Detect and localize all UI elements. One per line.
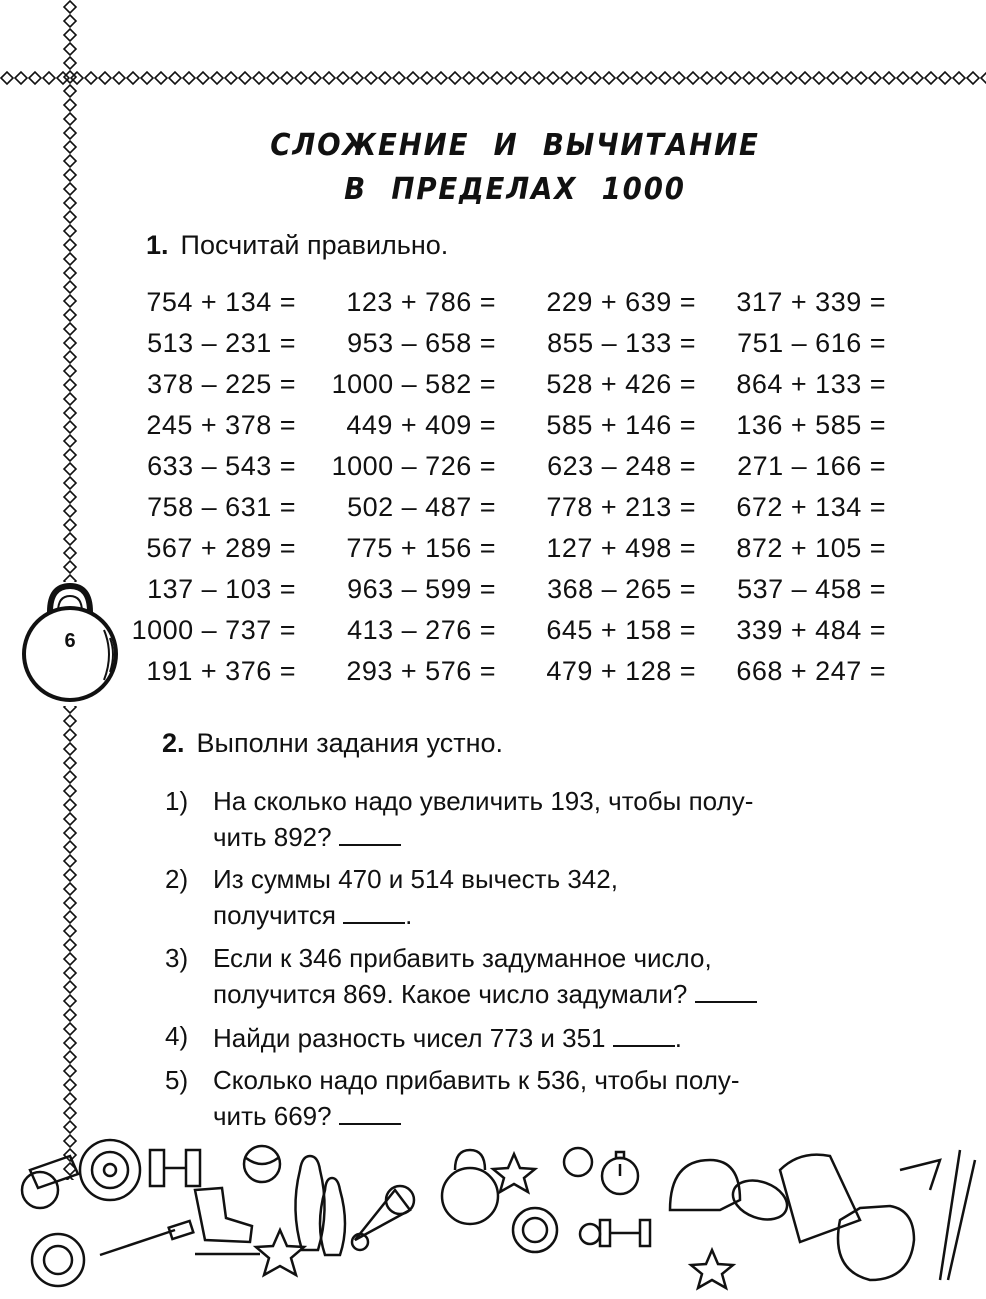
ball-icon <box>244 1146 280 1182</box>
rope-icon <box>32 1221 193 1286</box>
task1-text: Посчитай правильно. <box>180 230 449 260</box>
task2-text: Выполни задания устно. <box>196 728 504 758</box>
answer-blank[interactable] <box>339 1097 401 1125</box>
flipper-icon <box>780 1155 860 1242</box>
exercise-item: 123 + 786 = <box>346 287 496 317</box>
bowling-icon <box>295 1156 345 1255</box>
question-number: 4) <box>165 1021 189 1051</box>
answer-blank[interactable] <box>339 818 401 846</box>
question-number: 5) <box>165 1065 189 1095</box>
star-icon <box>256 1230 304 1275</box>
exercise-item: 623 – 248 = <box>547 451 696 481</box>
question-number: 3) <box>165 943 189 973</box>
exercise-item: 751 – 616 = <box>737 328 886 358</box>
star-icon <box>493 1154 535 1192</box>
question-item <box>165 1019 905 1055</box>
exercise-item: 758 – 631 = <box>147 492 296 522</box>
exercise-item: 672 + 134 = <box>736 492 886 522</box>
question-number: 1) <box>165 786 189 816</box>
exercise-item: 502 – 487 = <box>347 492 496 522</box>
exercise-item: 775 + 156 = <box>346 533 496 563</box>
exercise-item: 513 – 231 = <box>147 328 296 358</box>
whistle-icon <box>22 1156 78 1208</box>
exercise-item: 479 + 128 = <box>546 656 696 686</box>
helmet-icon <box>670 1160 740 1210</box>
star-icon <box>691 1250 733 1288</box>
question-item <box>165 941 905 1011</box>
exercise-item: 645 + 158 = <box>546 615 696 645</box>
exercise-item: 271 – 166 = <box>737 451 886 481</box>
exercise-item: 864 + 133 = <box>736 369 886 399</box>
exercise-item: 245 + 378 = <box>146 410 296 440</box>
question-line: Если к 346 прибавить задуманное число, <box>213 943 712 973</box>
task2-heading <box>162 728 503 759</box>
target-icon <box>80 1140 140 1200</box>
exercise-item: 449 + 409 = <box>346 410 496 440</box>
page-title-line1: СЛОЖЕНИЕ И ВЫЧИТАНИЕ <box>270 128 760 163</box>
chain-border-horizontal <box>0 66 986 90</box>
exercise-item: 127 + 498 = <box>546 533 696 563</box>
exercise-item: 953 – 658 = <box>347 328 496 358</box>
question-item <box>165 784 905 854</box>
page-number: 6 <box>64 630 76 652</box>
answer-blank[interactable] <box>343 896 405 924</box>
question-line2: получится . <box>213 896 412 932</box>
exercise-item: 778 + 213 = <box>546 492 696 522</box>
exercise-item: 567 + 289 = <box>146 533 296 563</box>
ball-icon <box>564 1148 600 1244</box>
dumbbell-icon <box>600 1220 650 1246</box>
question-line2: получится 869. Какое число задумали? <box>213 975 757 1011</box>
question-line2: чить 892? <box>213 818 401 854</box>
exercise-item: 855 – 133 = <box>547 328 696 358</box>
exercise-item: 1000 – 726 = <box>331 451 496 481</box>
exercise-item: 136 + 585 = <box>736 410 886 440</box>
exercise-item: 633 – 543 = <box>147 451 296 481</box>
question-number: 2) <box>165 864 189 894</box>
sports-doodle-border <box>0 1130 986 1299</box>
exercise-item: 191 + 376 = <box>146 656 296 686</box>
exercise-item: 317 + 339 = <box>736 287 886 317</box>
glove-icon <box>838 1206 914 1280</box>
exercise-item: 413 – 276 = <box>347 615 496 645</box>
skate-icon <box>195 1188 260 1254</box>
task1-number: 1. <box>146 230 169 260</box>
stopwatch-icon <box>602 1152 638 1194</box>
dumbbell-icon <box>150 1150 200 1186</box>
exercise-item: 368 – 265 = <box>547 574 696 604</box>
answer-blank[interactable] <box>695 975 757 1003</box>
question-line2: чить 669? <box>213 1097 401 1133</box>
kettlebell-icon <box>442 1150 498 1224</box>
answer-blank[interactable] <box>613 1019 675 1047</box>
exercise-item: 528 + 426 = <box>546 369 696 399</box>
shuttlecock-icon <box>352 1190 410 1250</box>
exercise-item: 872 + 105 = <box>736 533 886 563</box>
exercise-item: 339 + 484 = <box>736 615 886 645</box>
question-line: На сколько надо увеличить 193, чтобы полу- <box>213 786 754 816</box>
question-item <box>165 1063 905 1133</box>
exercise-item: 137 – 103 = <box>147 574 296 604</box>
task1-heading <box>146 230 448 261</box>
task2-number: 2. <box>162 728 185 758</box>
exercise-item: 293 + 576 = <box>346 656 496 686</box>
exercise-item: 963 – 599 = <box>347 574 496 604</box>
question-line: Найди разность чисел 773 и 351 . <box>213 1019 682 1055</box>
exercise-item: 585 + 146 = <box>546 410 696 440</box>
medal-icon <box>386 1186 557 1252</box>
exercise-item: 668 + 247 = <box>736 656 886 686</box>
question-line: Из суммы 470 и 514 вычесть 342, <box>213 864 618 894</box>
exercise-item: 1000 – 582 = <box>331 369 496 399</box>
arrows-icon <box>900 1150 975 1280</box>
page-title-line2: В ПРЕДЕЛАХ 1000 <box>344 172 686 207</box>
question-line: Сколько надо прибавить к 536, чтобы полу- <box>213 1065 740 1095</box>
exercise-item: 229 + 639 = <box>546 287 696 317</box>
exercise-item: 537 – 458 = <box>737 574 886 604</box>
exercise-item: 754 + 134 = <box>146 287 296 317</box>
exercise-item: 378 – 225 = <box>147 369 296 399</box>
question-item <box>165 862 905 932</box>
exercise-item: 1000 – 737 = <box>131 615 296 645</box>
